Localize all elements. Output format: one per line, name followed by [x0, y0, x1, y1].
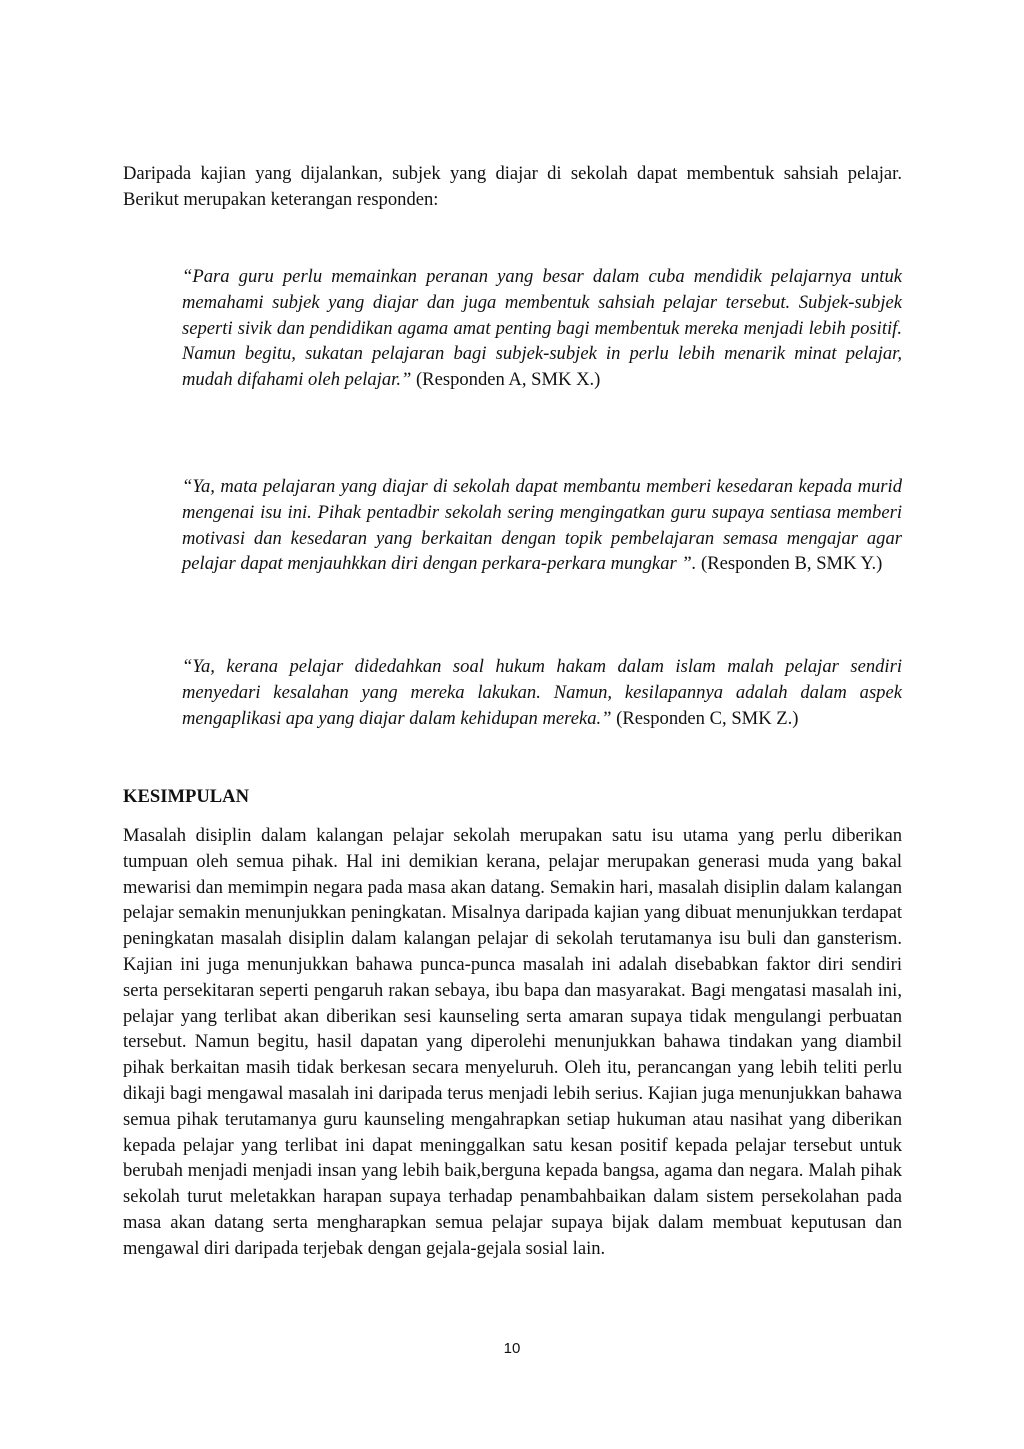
quote-source: (Responden C, SMK Z.)	[616, 707, 799, 729]
conclusion-paragraph: Masalah disiplin dalam kalangan pelajar sekolah merupakan satu isu utama yang perlu diberikan tumpuan oleh semua pihak. Hal ini demikian kerana, pelajar merupakan generasi muda yang bakal mewarisi dan memimpin negara pada masa akan datang. Semakin hari, masalah disiplin dalam kalangan pelajar semakin menunjukkan peningkatan. Misalnya daripada kajian yang dibuat menunjukkan terdapat peningkatan masalah disiplin dalam kalangan pelajar di sekolah terutamanya isu buli dan gansterism. Kajian ini juga menunjukkan bahawa punca-punca masalah ini adalah disebabkan faktor diri sendiri serta persekitaran seperti pengaruh rakan sebaya, ibu bapa dan masyarakat. Bagi mengatasi masalah ini, pelajar yang terlibat akan diberikan sesi kaunseling serta amaran supaya tidak mengulangi perbuatan tersebut. Namun begitu, hasil dapatan yang diperolehi menunjukkan bahawa tindakan yang diambil pihak berkaitan masih tidak berkesan secara menyeluruh. Oleh itu, perancangan yang lebih teliti perlu dikaji bagi mengawal masalah ini daripada terus menjadi lebih serius. Kajian juga menunjukkan bahawa semua pihak terutamanya guru kaunseling mengahrapkan setiap hukuman atau nasihat yang diberikan kepada pelajar yang terlibat ini dapat meninggalkan satu kesan positif kepada pelajar tersebut untuk berubah menjadi menjadi insan yang lebih baik,berguna kepada bangsa, agama dan negara. Malah pihak sekolah turut meletakkan harapan supaya terhadap penambahbaikan dalam sistem persekolahan pada masa akan datang serta mengharapkan semua pelajar supaya bijak dalam membuat keputusan dan mengawal diri daripada terjebak dengan gejala-gejala sosial lain.	[123, 825, 902, 1259]
quote-text: “Ya, mata pelajaran yang diajar di sekolah dapat membantu memberi kesedaran kepada murid mengenai isu ini. Pihak pentadbir sekolah sering mengingatkan guru supaya sentiasa memberi motivasi dan kesedaran yang berkaitan dengan topik pembelajaran semasa mengajar agar pelajar dapat menjauhkkan diri dengan perkara-perkara mungkar ”.	[182, 476, 902, 575]
quote-respondent-a	[182, 264, 902, 393]
quote-respondent-b	[182, 474, 902, 577]
section-heading: KESIMPULAN	[123, 786, 250, 807]
quote-text: “Ya, kerana pelajar didedahkan soal hukum hakam dalam islam malah pelajar sendiri menyedari kesalahan yang mereka lakukan. Namun, kesilapannya adalah dalam aspek mengaplikasi apa yang diajar dalam kehidupan mereka.”	[182, 656, 902, 729]
quote-source: (Responden A, SMK X.)	[415, 369, 601, 391]
page-number: 10	[503, 1340, 521, 1357]
quote-respondent-c	[182, 654, 902, 731]
quote-text: “Para guru perlu memainkan peranan yang besar dalam cuba mendidik pelajarnya untuk memahami subjek yang diajar dan juga membentuk sahsiah pelajar tersebut. Subjek-subjek seperti sivik dan pendidikan agama amat penting bagi membentuk mereka menjadi lebih positif. Namun begitu, sukatan pelajaran bagi subjek-subjek in perlu lebih menarik minat pelajar, mudah difahami oleh pelajar.”	[182, 266, 902, 391]
intro-paragraph: Daripada kajian yang dijalankan, subjek yang diajar di sekolah dapat membentuk sahsiah pelajar. Berikut merupakan keterangan responden:	[123, 163, 902, 210]
quote-source: (Responden B, SMK Y.)	[701, 553, 883, 575]
